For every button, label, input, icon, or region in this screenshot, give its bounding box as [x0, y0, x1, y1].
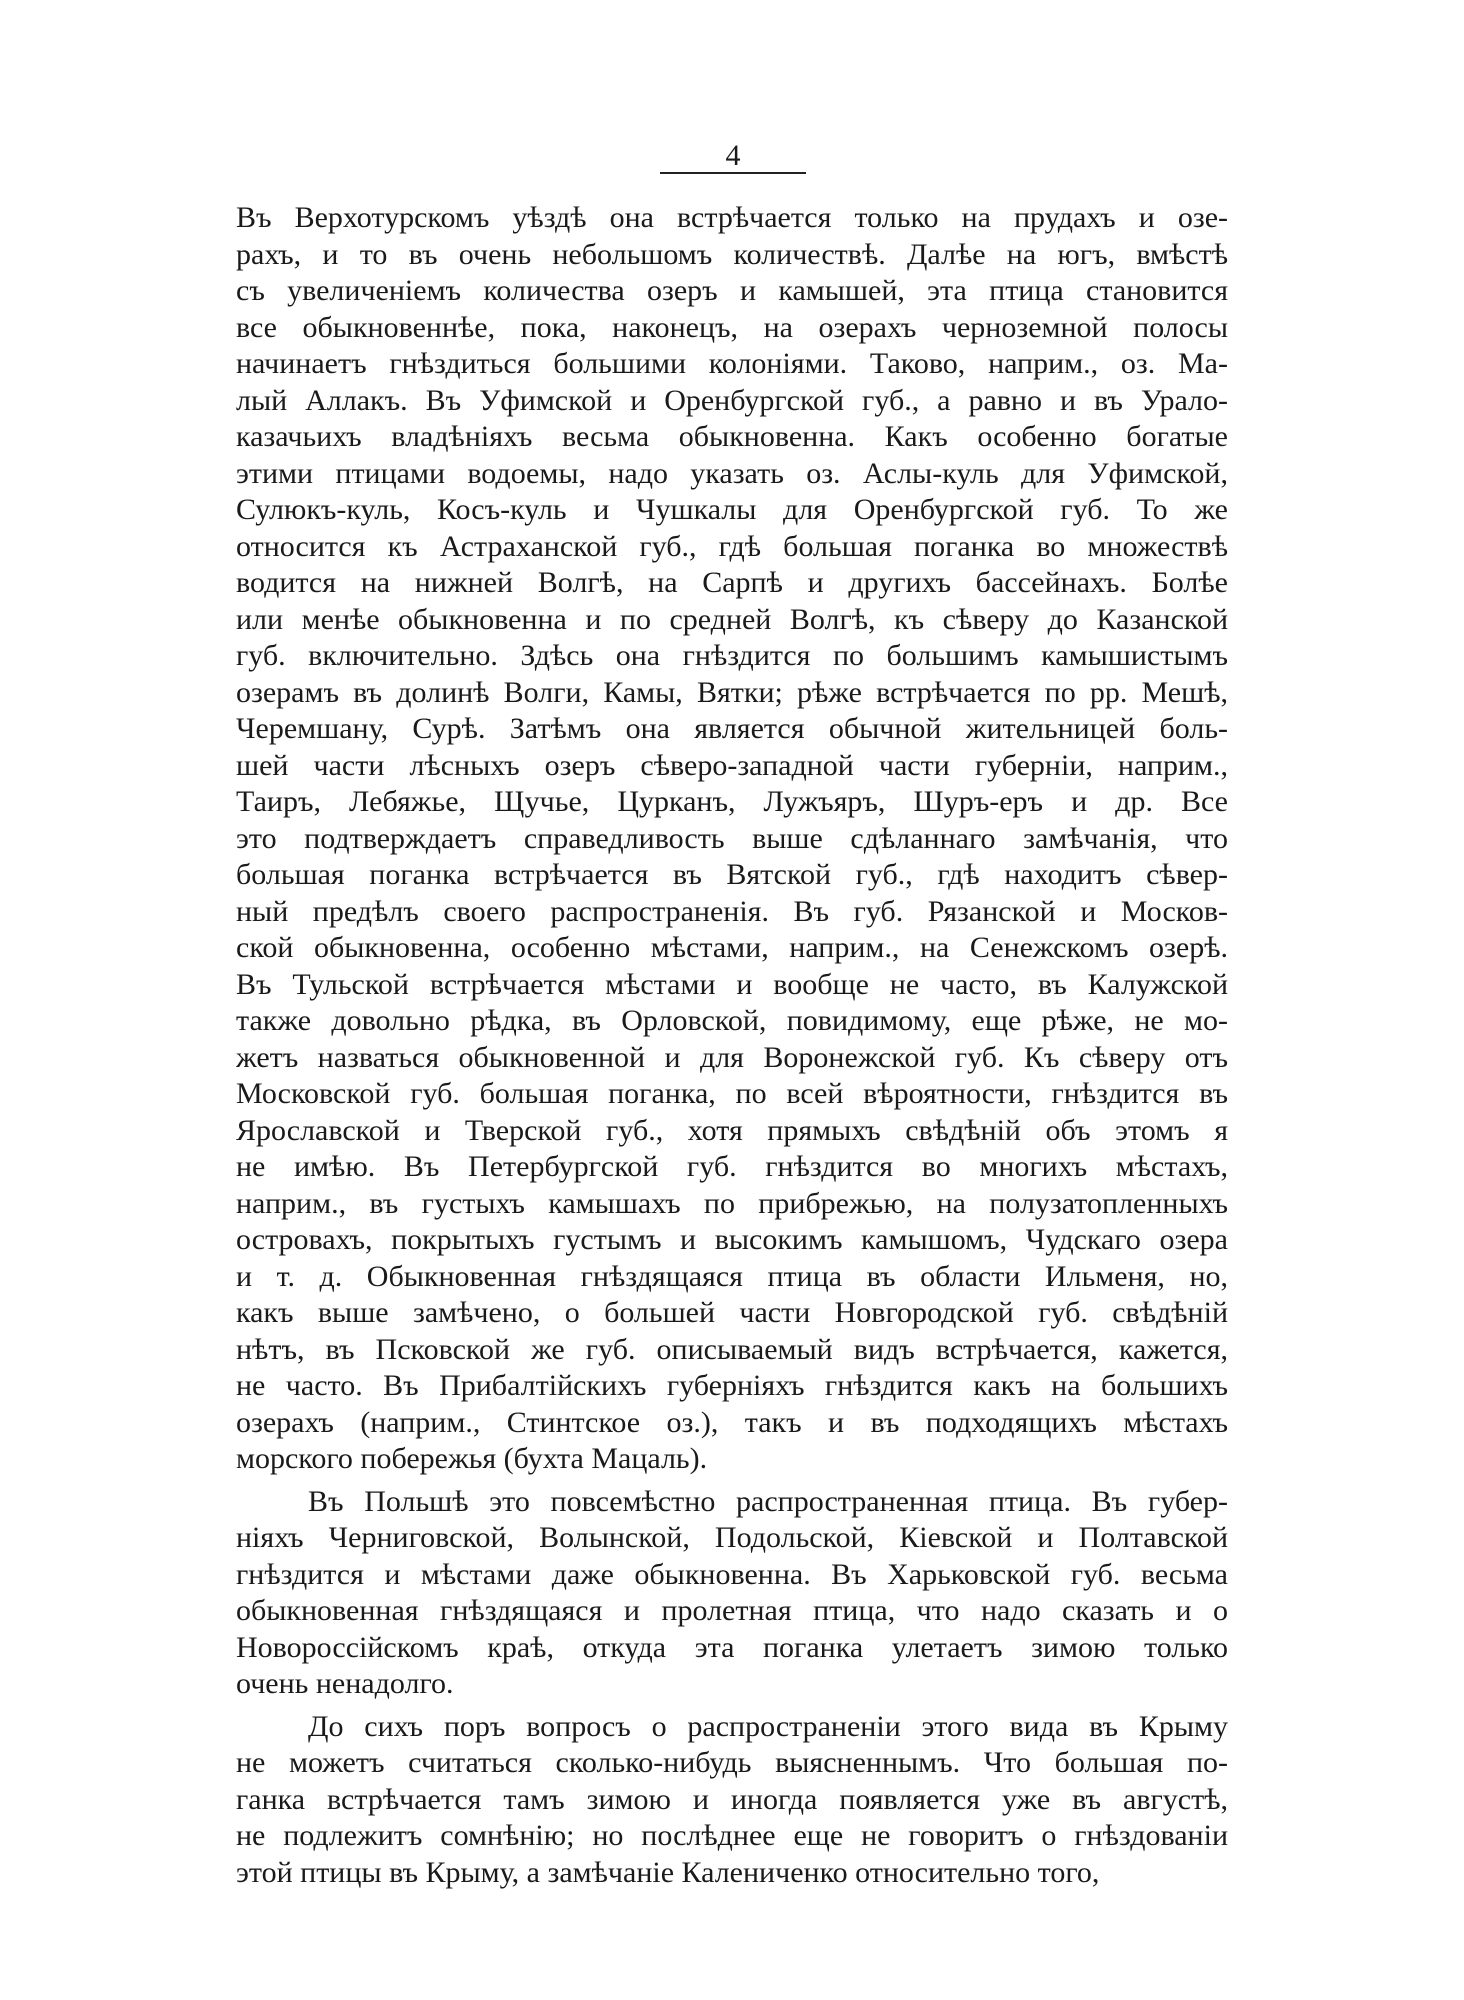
page-number-rule [660, 172, 806, 174]
text-line: шей части лѣсныхъ озеръ сѣверо-западной части губерніи, наприм., [236, 748, 1228, 782]
paragraph [236, 200, 1228, 1478]
text-line: и т. д. Обыкновенная гнѣздящаяся птица въ области Ильменя, но, [236, 1259, 1228, 1293]
text-line: начинаетъ гнѣздиться большими колоніями. Таково, наприм., оз. Ма- [236, 347, 1228, 380]
text-line: губ. включительно. Здѣсь она гнѣздится по большимъ камышистымъ [236, 639, 1228, 672]
paragraph [236, 1484, 1228, 1703]
text-line: Въ Тульской встрѣчается мѣстами и вообще не часто, въ Калужской [236, 967, 1228, 1001]
text-line: озерахъ (наприм., Стинтское оз.), такъ и въ подходящихъ мѣстахъ [236, 1405, 1228, 1439]
text-line: Въ Польшѣ это повсемѣстно распространенная птица. Въ губер- [308, 1484, 1228, 1518]
text-line: лый Аллакъ. Въ Уфимской и Оренбургской губ., а равно и въ Урало- [236, 383, 1228, 417]
text-line: островахъ, покрытыхъ густымъ и высокимъ камышомъ, Чудскаго озера [236, 1223, 1228, 1256]
paragraph [236, 1709, 1228, 1892]
text-line: рахъ, и то въ очень небольшомъ количествѣ. Далѣе на югъ, вмѣстѣ [236, 237, 1228, 271]
text-line: не имѣю. Въ Петербургской губ. гнѣздится во многихъ мѣстахъ, [236, 1150, 1228, 1183]
text-line: большая поганка встрѣчается въ Вятской губ., гдѣ находитъ сѣвер- [236, 858, 1228, 891]
text-line: Въ Верхотурскомъ уѣздѣ она встрѣчается только на прудахъ и озе- [236, 201, 1228, 234]
text-line: съ увеличеніемъ количества озеръ и камышей, эта птица становится [236, 274, 1228, 307]
text-line: какъ выше замѣчено, о большей части Новгородской губ. свѣдѣній [236, 1296, 1228, 1329]
text-line: морского побережья (бухта Мацаль). [236, 1442, 708, 1475]
text-line: Московской губ. большая поганка, по всей вѣроятности, гнѣздится въ [236, 1077, 1228, 1110]
text-line: гнѣздится и мѣстами даже обыкновенна. Въ Харьковской губ. весьма [236, 1557, 1228, 1591]
text-line: ганка встрѣчается тамъ зимою и иногда появляется уже въ августѣ, [236, 1782, 1228, 1816]
text-line: ный предѣлъ своего распространенія. Въ губ. Рязанской и Москов- [236, 894, 1228, 928]
text-line: казачьихъ владѣніяхъ весьма обыкновенна. Какъ особенно богатые [236, 420, 1228, 453]
text-line: жетъ назваться обыкновенной и для Воронежской губ. Къ сѣверу отъ [236, 1040, 1228, 1074]
text-line: Черемшану, Сурѣ. Затѣмъ она является обычной жительницей боль- [236, 712, 1228, 745]
text-line: этой птицы въ Крыму, а замѣчаніе Калениченко относительно того, [236, 1855, 1100, 1889]
text-line: очень ненадолго. [236, 1667, 454, 1700]
text-line: озерамъ въ долинѣ Волги, Камы, Вятки; рѣже встрѣчается по рр. Мешѣ, [236, 675, 1228, 709]
text-line: нѣтъ, въ Псковской же губ. описываемый видъ встрѣчается, кажется, [236, 1332, 1228, 1366]
text-line: не подлежитъ сомнѣнію; но послѣднее еще не говоритъ о гнѣздованіи [236, 1819, 1228, 1852]
text-line: Таиръ, Лебяжье, Щучье, Цурканъ, Лужъяръ, Шуръ-еръ и др. Все [236, 785, 1228, 818]
text-line: относится къ Астраханской губ., гдѣ большая поганка во множествѣ [236, 529, 1228, 563]
body-text [236, 200, 1228, 1891]
text-line: не часто. Въ Прибалтійскихъ губерніяхъ гнѣздится какъ на большихъ [236, 1369, 1228, 1402]
text-line: этими птицами водоемы, надо указать оз. Аслы-куль для Уфимской, [236, 456, 1228, 490]
page-number: 4 [725, 139, 741, 172]
text-line: или менѣе обыкновенна и по средней Волгѣ, къ сѣверу до Казанской [236, 602, 1228, 636]
text-line: ской обыкновенна, особенно мѣстами, наприм., на Сенежскомъ озерѣ. [236, 931, 1228, 964]
text-line: также довольно рѣдка, въ Орловской, повидимому, еще рѣже, не мо- [236, 1004, 1228, 1037]
text-line: наприм., въ густыхъ камышахъ по прибрежью, на полузатопленныхъ [236, 1186, 1228, 1220]
text-line: обыкновенная гнѣздящаяся и пролетная птица, что надо сказать и о [236, 1594, 1228, 1627]
text-line: Ярославской и Тверской губ., хотя прямыхъ свѣдѣній объ этомъ я [236, 1113, 1228, 1147]
text-line: Новороссійскомъ краѣ, откуда эта поганка улетаетъ зимою только [236, 1630, 1228, 1664]
text-line: все обыкновеннѣе, пока, наконецъ, на озерахъ черноземной полосы [236, 310, 1228, 344]
text-line: водится на нижней Волгѣ, на Сарпѣ и другихъ бассейнахъ. Болѣе [236, 566, 1228, 599]
text-line: это подтверждаетъ справедливость выше сдѣланнаго замѣчанія, что [236, 821, 1228, 855]
text-line: До сихъ поръ вопросъ о распространеніи этого вида въ Крыму [308, 1709, 1228, 1743]
text-line: Сулюкъ-куль, Косъ-куль и Чушкалы для Оренбургской губ. То же [236, 493, 1228, 526]
text-line: ніяхъ Черниговской, Волынской, Подольской, Кіевской и Полтавской [236, 1521, 1228, 1554]
text-line: не можетъ считаться сколько-нибудь выясненнымъ. Что большая по- [236, 1746, 1228, 1779]
